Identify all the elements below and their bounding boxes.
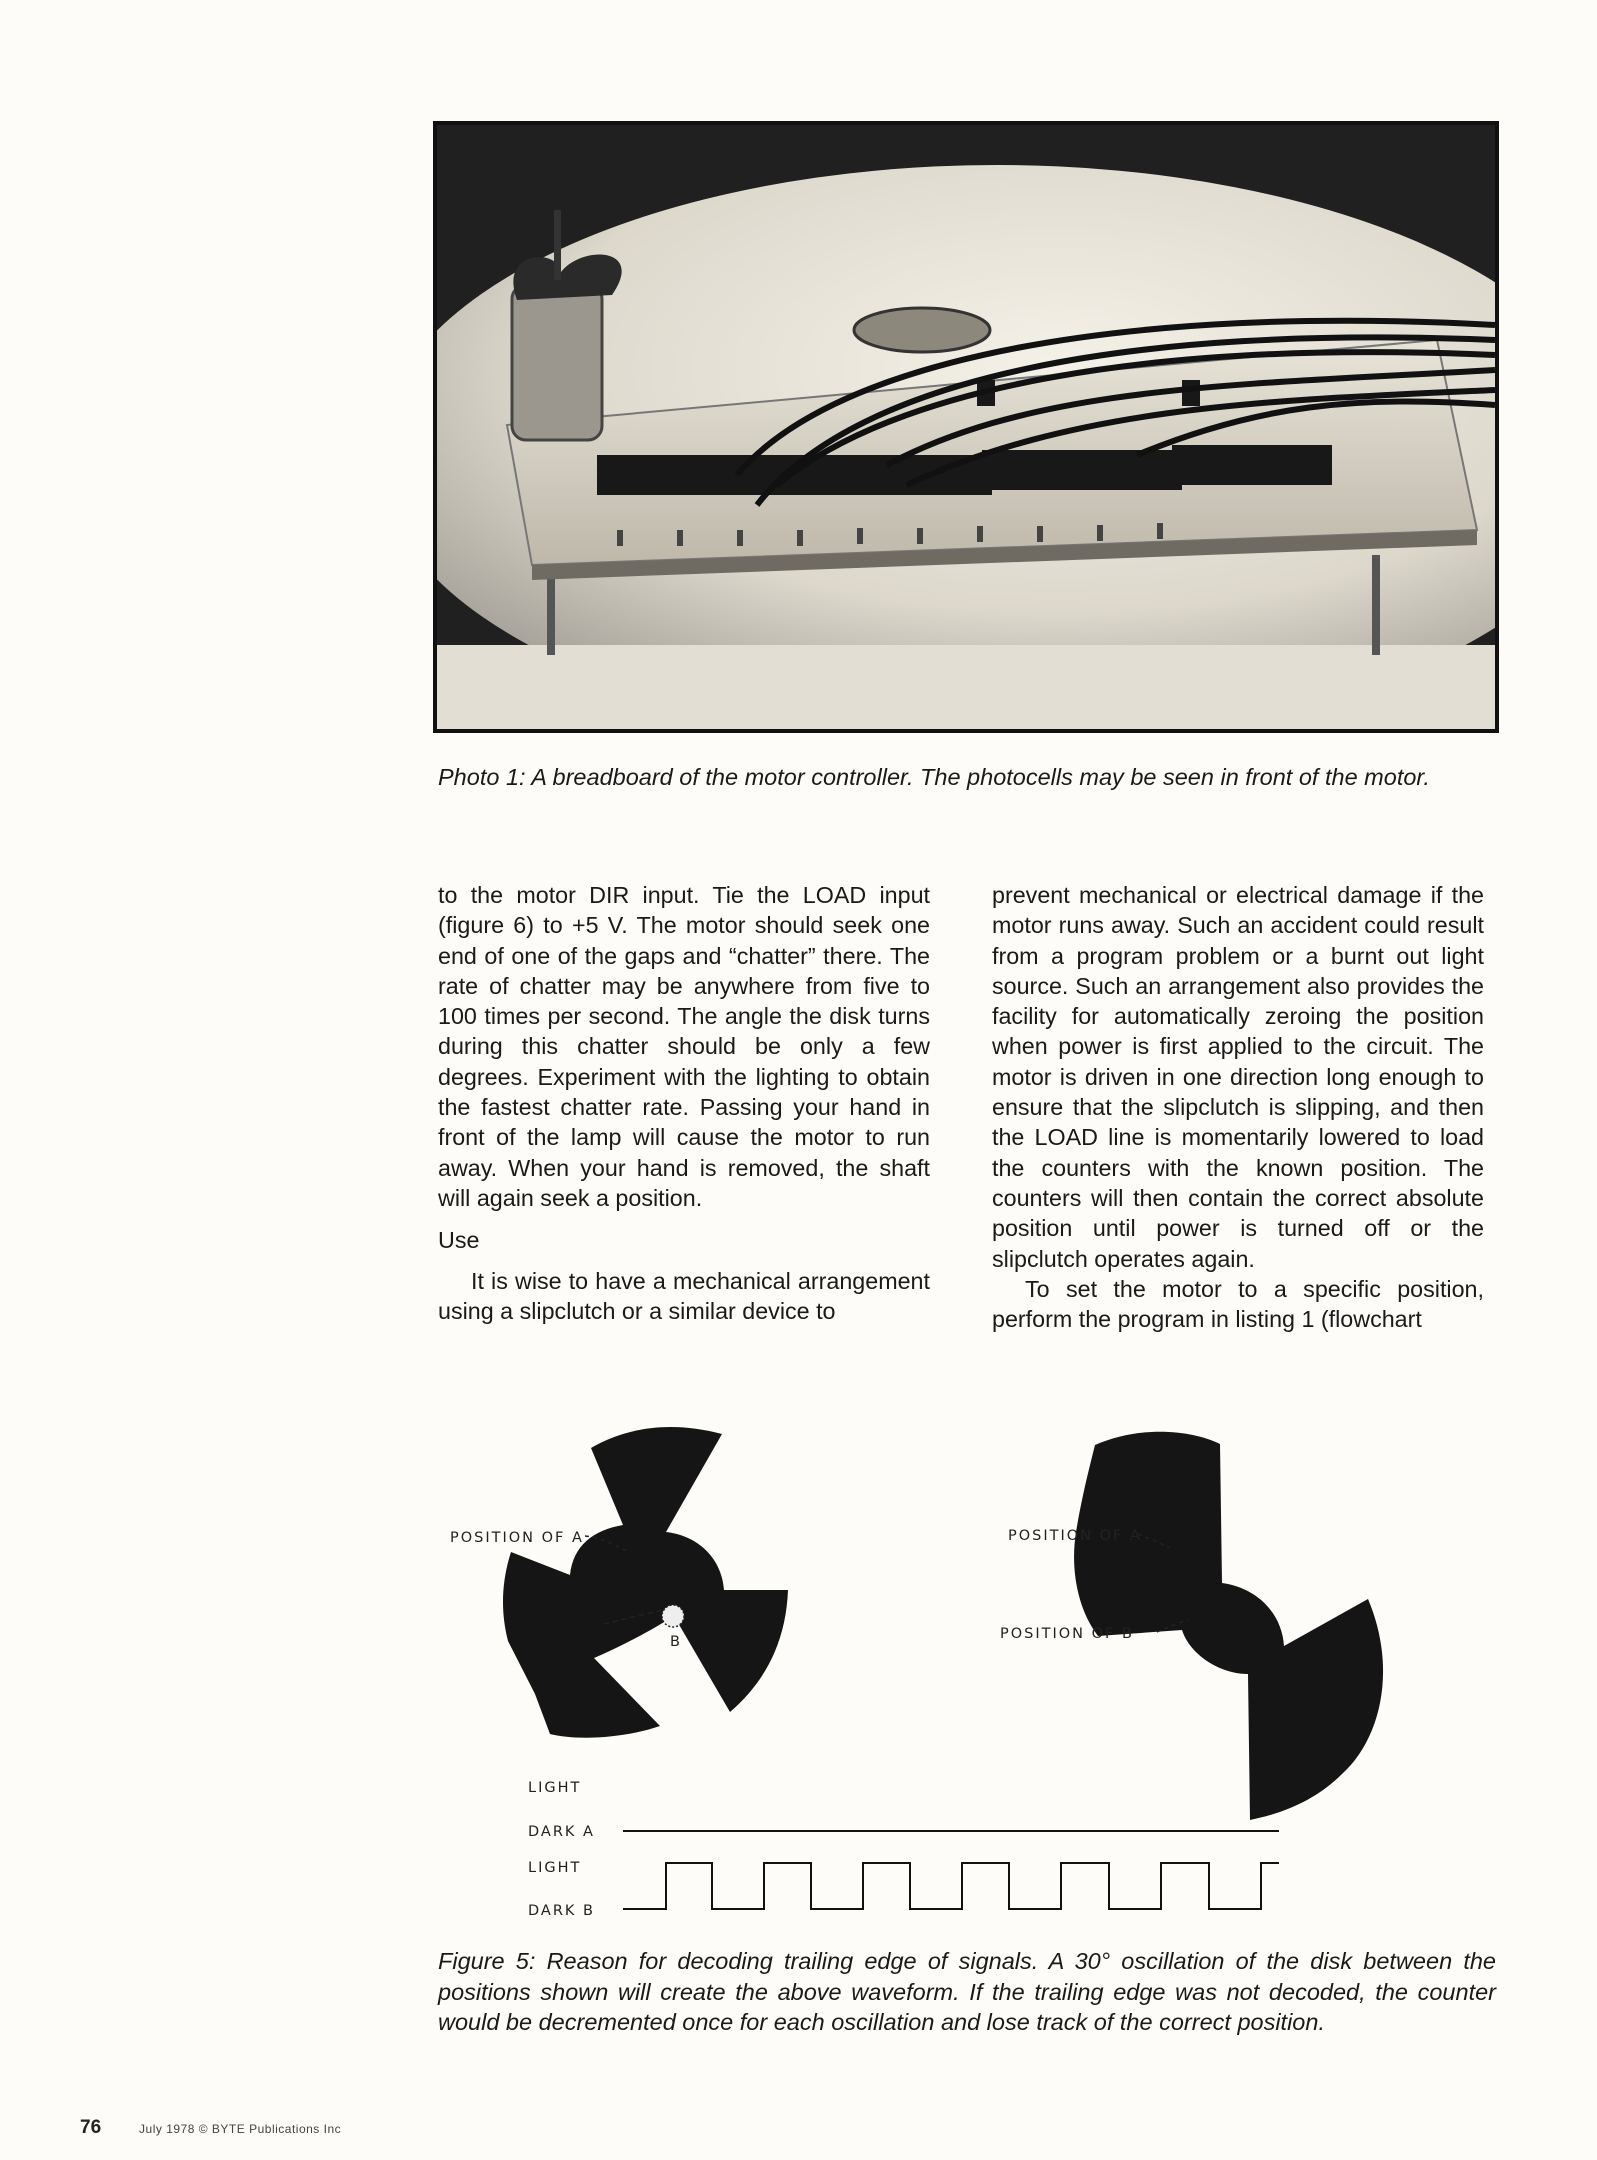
- paragraph: To set the motor to a specific position, perform the program in listing 1 (flowchart: [992, 1275, 1484, 1333]
- figure-5: [430, 1420, 1510, 1930]
- wave-label-dark-a: DARK A: [528, 1824, 595, 1840]
- section-heading-use: Use: [438, 1227, 480, 1254]
- wave-label-dark-b: DARK B: [528, 1903, 595, 1919]
- right-label-a: POSITION OF A: [1008, 1528, 1142, 1544]
- text-column-left: [438, 880, 930, 1326]
- photo-breadboard: [433, 121, 1499, 733]
- right-label-b: POSITION OF B: [1000, 1626, 1134, 1642]
- position-b-marker: [662, 1605, 684, 1627]
- left-label-b: B: [670, 1634, 682, 1650]
- text-column-right: [992, 880, 1484, 1334]
- paragraph: to the motor DIR input. Tie the LOAD input (figure 6) to +5 V. The motor should seek one end of one of the gaps and “chatter” there. The rate of chatter may be anywhere from five to 100 times per second. The angle the disk turns during this chatter should be only a few degrees. Experiment with the lighting to obtain the fastest chatter rate. Passing your hand in front of the lamp will cause the motor to run away. When your hand is removed, the shaft will again seek a position.: [438, 882, 930, 1211]
- page-number: 76: [80, 2117, 102, 2138]
- wave-label-light-a: LIGHT: [528, 1780, 582, 1796]
- left-label-a: POSITION OF A: [450, 1530, 584, 1546]
- figure-5-caption: Figure 5: Reason for decoding trailing edge of signals. A 30° oscillation of the disk between the positions shown will create the above waveform. If the trailing edge was not decoded, the counter would be decremented once for each oscillation and lose track of the correct position.: [438, 1948, 1496, 2035]
- footer-credit: July 1978 © BYTE Publications Inc: [139, 2122, 342, 2136]
- photo-image: [437, 125, 1495, 729]
- photo-caption: Photo 1: A breadboard of the motor controller. The photocells may be seen in front of the motor.: [438, 764, 1430, 790]
- figure-5-diagram: [430, 1420, 1510, 1930]
- paragraph: prevent mechanical or electrical damage if the motor runs away. Such an accident could result from a program problem or a burnt out light source. Such an arrangement also provides the facility for automatically zeroing the position when power is first applied to the circuit. The motor is driven in one direction long enough to ensure that the slipclutch is slipping, and then the LOAD line is momentarily lowered to load the counters with the known position. The counters will then contain the correct absolute position until power is turned off or the slipclutch operates again.: [992, 882, 1484, 1272]
- signal-b-trace: [623, 1863, 1279, 1909]
- left-disk-shape: [503, 1427, 788, 1738]
- paragraph: It is wise to have a mechanical arrangement using a slipclutch or a similar device to: [438, 1267, 930, 1324]
- page-footer: [80, 2117, 341, 2139]
- wave-label-light-b: LIGHT: [528, 1860, 582, 1876]
